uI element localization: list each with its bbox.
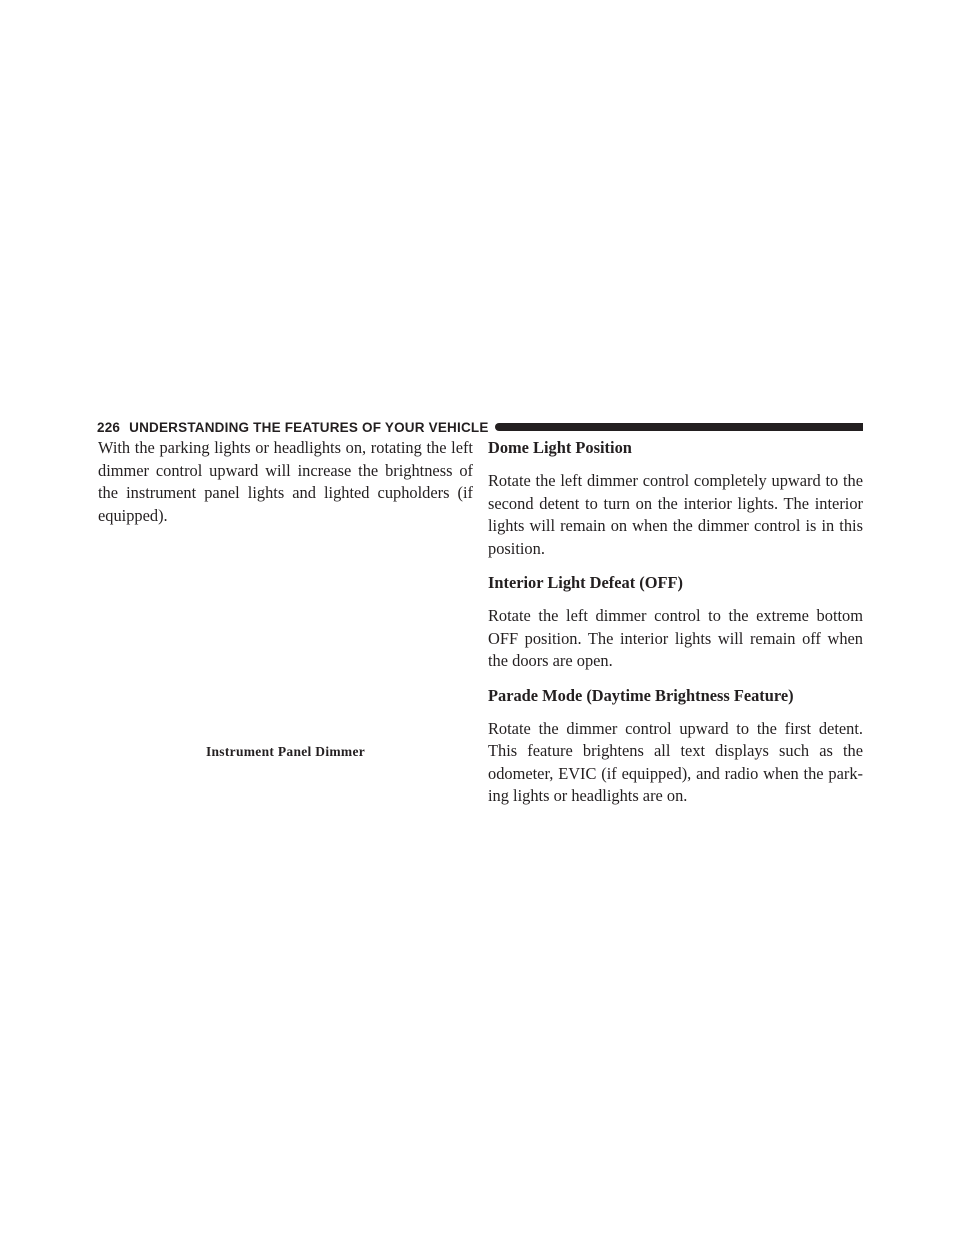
- page-number: 226: [97, 419, 121, 435]
- section-title: UNDERSTANDING THE FEATURES OF YOUR VEHICLE: [129, 419, 489, 435]
- intro-paragraph: With the parking lights or headlights on, rotating the left dimmer control upward will increase the brightness of the instrument panel lights and lighted cupholders (if equipped).: [98, 438, 473, 525]
- interior-light-defeat-paragraph: Rotate the left dimmer control to the extreme bottom OFF position. The interior lights will remain off when the doors are open.: [488, 606, 863, 670]
- page-header: [97, 418, 863, 436]
- dome-light-heading: Dome Light Position: [488, 438, 632, 457]
- parade-mode-heading: Parade Mode (Daytime Brightness Feature): [488, 685, 794, 705]
- dome-light-paragraph: Rotate the left dimmer control completely upward to the second detent to turn on the interior lights. The interior lights will remain on when the dimmer control is in this position.: [488, 471, 863, 558]
- figure-caption: Instrument Panel Dimmer: [205, 744, 366, 759]
- instrument-panel-dimmer-figure: [98, 514, 473, 740]
- header-rule: [495, 423, 863, 431]
- right-column: [488, 437, 863, 808]
- parade-mode-paragraph: Rotate the dimmer control upward to the first detent. This feature brightens all text displays such as the odometer, EVIC (if equipped), and radio when the park-ing lights or headlights are on.: [488, 718, 863, 805]
- interior-light-defeat-heading: Interior Light Defeat (OFF): [488, 573, 683, 592]
